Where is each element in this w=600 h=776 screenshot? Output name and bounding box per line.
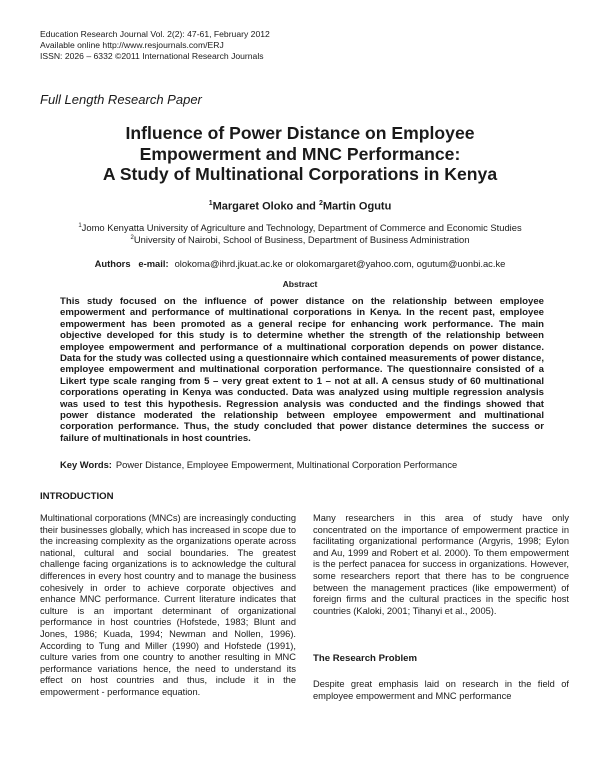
abstract-text: This study focused on the influence of power distance on the relationship between employee empowerment and performance of multinational corporations in Kenya. In the recent past, employee empowerment has been promoted as a general recipe for enhancing work performance. The main objective developed for this study is to determine whether the strength of the relationship between employee empowerment and performance of a multinational corporation depends on power distance. Data for the study was collected using a questionnaire which contained measurements of power distance, employee empowerment and multinational corporation performance. The questionnaire consisted of a Likert type scale ranging from 5 – very great extent to 1 – not at all. A census study of 60 multinational corporations operating in Kenya was conducted. Data was analyzed using multiple regression analysis was used to test this hypothesis. Regression analysis was conducted and the findings showed that power distance moderated the relationship between employee empowerment and multinational corporation performance. Thus, the study concluded that power distance determines the success or failure of multinationals in host countries.: [60, 296, 544, 444]
author-2-marker: 2: [318, 200, 323, 207]
affiliation-2: [40, 234, 560, 245]
emails-text: olokoma@ihrd.jkuat.ac.ke or olokomargaret@yahoo.com, ogutum@uonbi.ac.ke: [174, 258, 506, 269]
introduction-heading: INTRODUCTION: [40, 491, 114, 502]
journal-issn: ISSN: 2026 – 6332 ©2011 International Research Journals: [40, 51, 264, 61]
research-problem-heading: The Research Problem: [313, 653, 417, 664]
introduction-paragraph-1: Multinational corporations (MNCs) are increasingly conducting their businesses globally, which has increased in scope due to the increasing complexity as the organizations operate across national, cultural and social boundaries. The greatest challenge facing organizations is to acknowledge the cultural differences in every host country and to manage the business cohesively in order to achieve corporate objectives and enhance MNC performance. Current literature indicates that culture is an important determinant of organizational performance in host countries (Hofstede, 1983; Blunt and Jones, 1986; Kuada, 1994; Newman and Nollen, 1996). According to Tung and Miller (1990) and Hofstede (1991), culture varies from one country to another resulting in MNC performance variations hence, the need to understand its effect on host countries and thus, include it in the empowerment - performance equation.: [40, 513, 296, 697]
research-problem-paragraph: Despite great emphasis laid on research in the field of employee empowerment and MNC performance: [313, 679, 569, 701]
title-line-1: Influence of Power Distance on Employee: [125, 123, 475, 143]
keywords-text: Power Distance, Employee Empowerment, Multinational Corporation Performance: [115, 459, 458, 470]
keywords: [60, 459, 457, 470]
author-1-name: Margaret Oloko: [212, 200, 294, 213]
affiliation-1-marker: 1: [78, 222, 82, 229]
document-type: Full Length Research Paper: [40, 92, 202, 107]
author-emails: [40, 258, 560, 269]
journal-url: Available online http://www.resjournals.com/ERJ: [40, 40, 224, 50]
journal-header: [40, 29, 270, 62]
title-line-3: A Study of Multinational Corporations in Kenya: [102, 164, 498, 184]
author-1-marker: 1: [208, 200, 213, 207]
author-2-name: Martin Ogutu: [322, 200, 392, 213]
keywords-label: Key Words:: [60, 459, 112, 470]
emails-label: Authors e-mail:: [94, 258, 169, 269]
left-column: [40, 513, 296, 699]
title-line-2: Empowerment and MNC Performance:: [139, 143, 461, 164]
paper-title: [40, 123, 560, 185]
journal-citation: Education Research Journal Vol. 2(2): 47-61, February 2012: [40, 29, 270, 39]
affiliation-1: [40, 222, 560, 233]
affiliation-2-text: University of Nairobi, School of Business, Department of Business Administration: [133, 234, 470, 245]
affiliation-2-marker: 2: [130, 234, 134, 241]
abstract-heading: Abstract: [282, 279, 318, 289]
introduction-paragraph-2: Many researchers in this area of study have only concentrated on the importance of empowerment practice in facilitating organizational performance (Argyris, 1998; Eylon and Au, 1999 and Robert et al. 2000). To them empowerment is the perfect panacea for success in organizations. However, some researchers report that there has to be congruence between the management practices (like empowerment) of foreign firms and the cultural practices in the specific host countries (Kaloki, 2001; Tihanyi et al., 2005).: [313, 513, 569, 616]
right-column: [313, 513, 569, 617]
author-conjunction: and: [293, 200, 319, 213]
author-line: [40, 200, 560, 213]
affiliation-1-text: Jomo Kenyatta University of Agriculture and Technology, Department of Commerce and Economic Studies: [81, 222, 522, 233]
